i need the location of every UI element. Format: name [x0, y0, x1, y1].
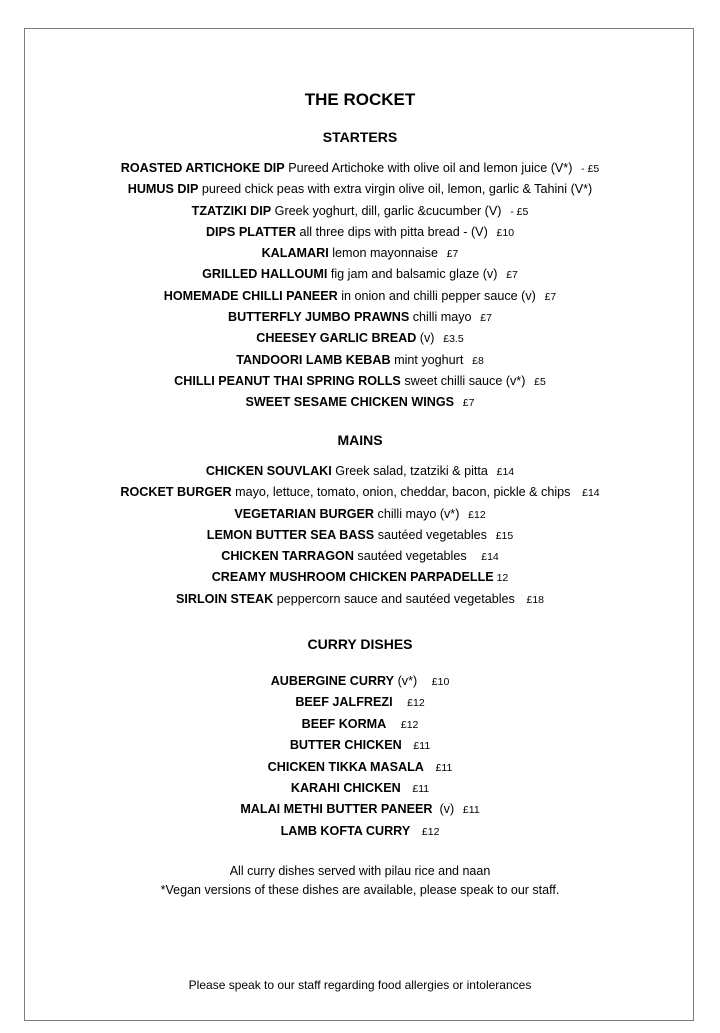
item-name: DIPS PLATTER	[205, 224, 296, 239]
item-price: £7	[535, 290, 557, 303]
item-description: (v)	[432, 802, 455, 817]
menu-item	[0, 821, 720, 842]
mains-heading: MAINS	[337, 432, 383, 448]
menu-item	[0, 589, 720, 610]
item-price: £7	[471, 312, 492, 325]
menu-item	[0, 504, 720, 525]
item-price: - £5	[501, 205, 529, 218]
item-name: AUBERGINE CURRY	[270, 674, 395, 688]
item-description: fig jam and balsamic glaze (v)	[327, 267, 498, 282]
item-price: £11	[423, 761, 453, 774]
item-price: £8	[463, 354, 484, 367]
item-name: BEEF JALFREZI	[295, 695, 393, 710]
item-description: sautéed vegetables	[353, 549, 467, 564]
item-description: pureed chick peas with extra virgin olive oil, lemon, garlic & Tahini (V*)	[198, 182, 593, 197]
item-name: ROCKET BURGER	[120, 485, 232, 500]
menu-item	[0, 264, 720, 285]
vegan-note: *Vegan versions of these dishes are available, please speak to our staff.	[160, 883, 560, 897]
menu-item	[0, 286, 720, 307]
menu-item	[0, 179, 720, 200]
menu-item	[0, 328, 720, 349]
item-price: £14	[487, 466, 515, 478]
menu-item	[0, 567, 720, 588]
item-description: mint yoghurt	[390, 352, 464, 367]
item-price: £18	[514, 593, 545, 606]
menu-item	[0, 243, 720, 264]
item-name: CHICKEN SOUVLAKI	[205, 464, 332, 478]
item-name: SWEET SESAME CHICKEN WINGS	[245, 395, 455, 410]
item-price: - £5	[572, 163, 600, 175]
item-price: £5	[525, 375, 546, 388]
item-price: £14	[466, 551, 499, 564]
menu-item	[0, 392, 720, 413]
item-description: mayo, lettuce, tomato, onion, cheddar, bacon, pickle & chips	[231, 485, 571, 500]
item-description: Greek yoghurt, dill, garlic &cucumber (V)	[271, 203, 502, 218]
item-name: HOMEMADE CHILLI PANEER	[163, 288, 338, 303]
item-name: CHILLI PEANUT THAI SPRING ROLLS	[174, 373, 401, 388]
item-name: KALAMARI	[261, 246, 329, 261]
item-name: HUMUS DIP	[127, 182, 199, 197]
menu-item	[0, 222, 720, 243]
item-description: (v*)	[394, 674, 418, 688]
item-price: £11	[454, 804, 480, 817]
item-name: KARAHI CHICKEN	[290, 780, 401, 795]
item-name: LEMON BUTTER SEA BASS	[206, 527, 375, 542]
menu-item	[0, 799, 720, 820]
menu-item	[0, 778, 720, 799]
item-description: all three dips with pitta bread - (V)	[295, 224, 488, 239]
item-name: CHICKEN TIKKA MASALA	[267, 759, 424, 774]
item-price: £12	[459, 508, 486, 521]
menu-item	[0, 735, 720, 756]
curry-heading: CURRY DISHES	[307, 636, 413, 652]
item-price: £15	[486, 529, 514, 542]
item-name: TZATZIKI DIP	[191, 203, 272, 218]
curry-note: All curry dishes served with pilau rice and naan	[229, 864, 491, 878]
item-name: SIRLOIN STEAK	[175, 591, 274, 606]
item-description: in onion and chilli pepper sauce (v)	[337, 288, 536, 303]
item-price: £12	[386, 718, 419, 731]
item-price: £11	[401, 740, 431, 753]
menu-item	[0, 482, 720, 503]
menu-title: THE ROCKET	[304, 90, 416, 109]
item-name: GRILLED HALLOUMI	[202, 267, 328, 282]
item-name: CHICKEN TARRAGON	[221, 549, 354, 564]
menu-item	[0, 525, 720, 546]
item-price: £7	[437, 248, 459, 261]
menu-item	[0, 692, 720, 713]
mains-list	[0, 461, 720, 610]
item-price: £3.5	[434, 333, 464, 346]
item-description: (v)	[416, 331, 435, 346]
item-description: Greek salad, tzatziki & pitta	[331, 464, 488, 478]
starters-heading: STARTERS	[322, 129, 398, 145]
item-name: LAMB KOFTA CURRY	[280, 823, 411, 838]
menu-item	[0, 201, 720, 222]
item-name: TANDOORI LAMB KEBAB	[236, 352, 391, 367]
menu-item	[0, 350, 720, 371]
menu-item	[0, 307, 720, 328]
item-description: sweet chilli sauce (v*)	[400, 373, 526, 388]
item-price: £10	[417, 676, 450, 688]
starters-list	[0, 158, 720, 414]
menu-item	[0, 371, 720, 392]
item-name: ROASTED ARTICHOKE DIP	[120, 161, 285, 175]
menu-item	[0, 158, 720, 179]
menu-item	[0, 714, 720, 735]
item-description: Pureed Artichoke with olive oil and lemon juice (V*)	[284, 161, 573, 175]
item-name: BUTTERFLY JUMBO PRAWNS	[228, 310, 410, 325]
item-description: lemon mayonnaise	[328, 246, 438, 261]
item-description: chilli mayo	[409, 310, 472, 325]
item-name: MALAI METHI BUTTER PANEER	[240, 802, 433, 817]
curry-list	[0, 671, 720, 842]
item-name: BUTTER CHICKEN	[289, 738, 402, 753]
item-price: 12	[493, 572, 509, 585]
menu-item	[0, 671, 720, 692]
item-price: £10	[487, 226, 515, 239]
item-name: BEEF KORMA	[301, 716, 387, 731]
item-price: £11	[400, 782, 430, 795]
item-name: CHEESEY GARLIC BREAD	[256, 331, 417, 346]
allergy-notice: Please speak to our staff regarding food allergies or intolerances	[188, 978, 532, 992]
item-price: £14	[570, 487, 600, 500]
menu-item	[0, 757, 720, 778]
item-description: peppercorn sauce and sautéed vegetables	[273, 591, 515, 606]
item-price: £7	[454, 397, 475, 410]
menu-item	[0, 546, 720, 567]
item-price: £12	[392, 697, 425, 710]
item-price: £12	[410, 825, 440, 838]
item-price: £7	[497, 269, 518, 282]
item-name: CREAMY MUSHROOM CHICKEN PARPADELLE	[211, 570, 494, 585]
item-description: sautéed vegetables	[374, 527, 487, 542]
menu-item	[0, 461, 720, 482]
item-name: VEGETARIAN BURGER	[234, 506, 375, 521]
item-description: chilli mayo (v*)	[374, 506, 460, 521]
